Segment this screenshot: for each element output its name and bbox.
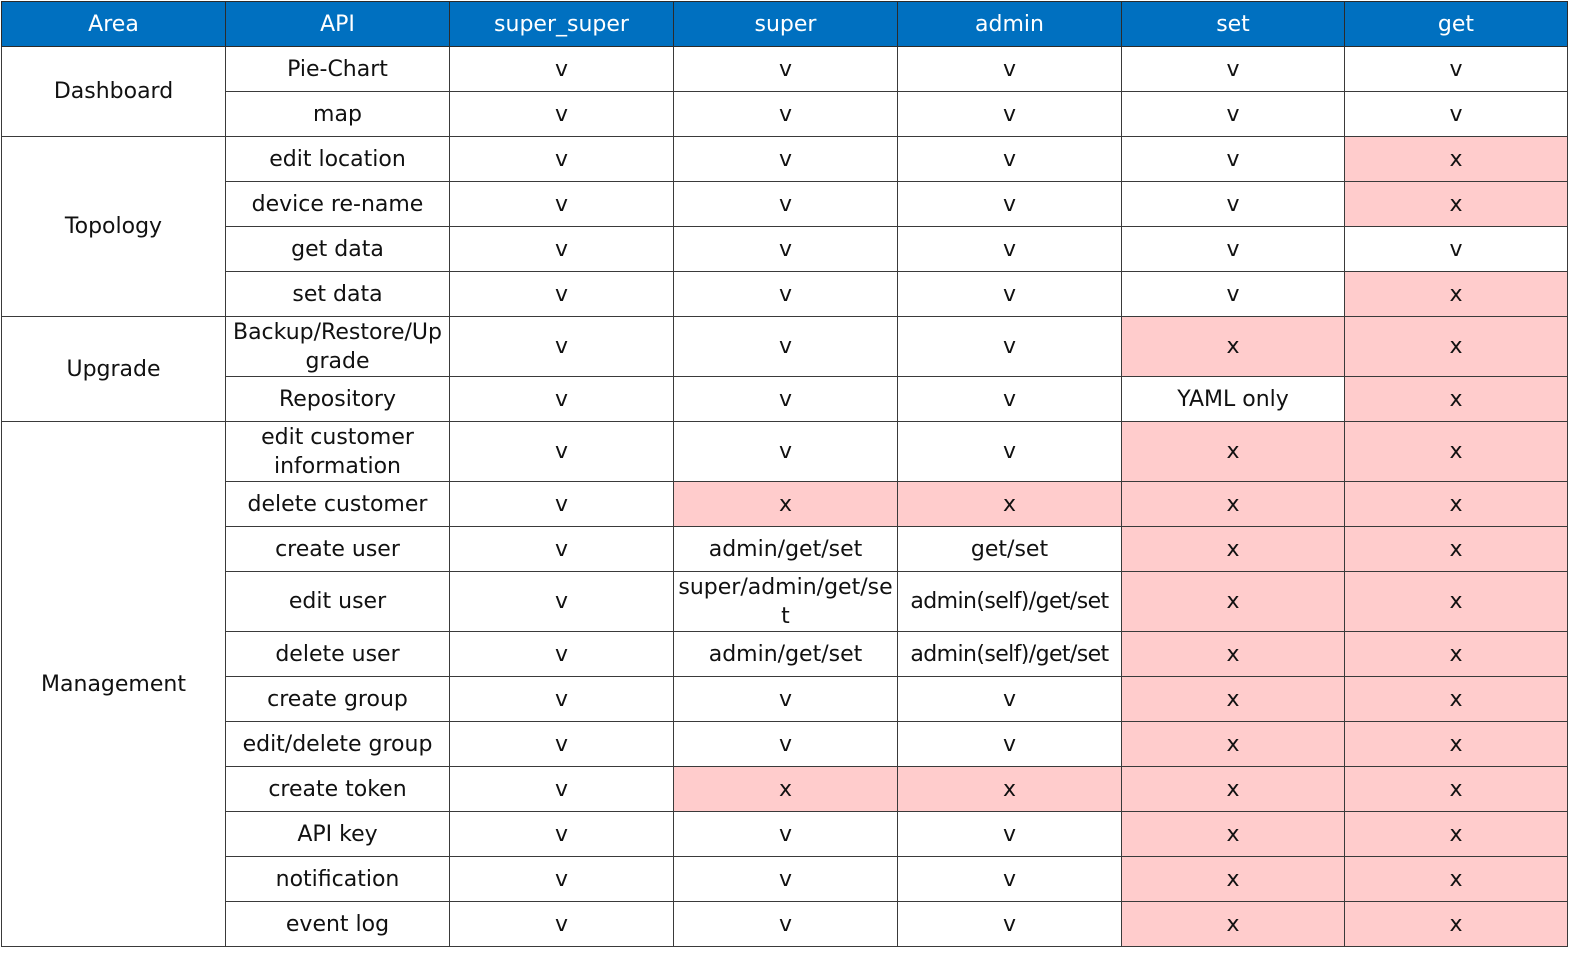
table-row [2,272,1568,317]
perm-cell: x [1122,902,1345,947]
perm-cell: x [1345,857,1568,902]
perm-cell: x [1345,182,1568,227]
api-cell: delete customer [226,482,450,527]
perm-cell: v [674,902,898,947]
perm-cell: v [898,272,1122,317]
perm-cell: admin/get/set [674,527,898,572]
perm-cell: YAML only [1122,377,1345,422]
perm-cell: x [1345,632,1568,677]
table-row [2,527,1568,572]
perm-cell: v [450,47,674,92]
perm-cell: v [898,812,1122,857]
table-row [2,137,1568,182]
perm-cell: v [1345,47,1568,92]
perm-cell: x [1122,857,1345,902]
perm-cell: v [674,272,898,317]
perm-cell: x [1122,812,1345,857]
table-row [2,92,1568,137]
perm-cell: v [450,572,674,632]
perm-cell: v [898,722,1122,767]
perm-cell: v [1122,182,1345,227]
api-cell: delete user [226,632,450,677]
table-row [2,857,1568,902]
perm-cell: v [674,422,898,482]
api-cell: event log [226,902,450,947]
perm-cell: x [1345,722,1568,767]
perm-cell: v [450,227,674,272]
perm-cell: v [450,137,674,182]
perm-cell: v [1122,47,1345,92]
perm-cell: v [674,677,898,722]
header-admin: admin [898,2,1122,47]
perm-cell: v [450,857,674,902]
perm-cell: x [898,482,1122,527]
perm-cell: x [1122,677,1345,722]
table-row [2,572,1568,632]
perm-cell: x [1345,527,1568,572]
perm-cell: x [1345,422,1568,482]
perm-cell: v [450,182,674,227]
perm-cell: v [450,482,674,527]
api-cell: create group [226,677,450,722]
perm-cell: x [1345,677,1568,722]
perm-cell: v [450,317,674,377]
table-row [2,632,1568,677]
permission-table [1,1,1568,947]
api-cell: Backup/Restore/Upgrade [226,317,450,377]
header-super-super: super_super [450,2,674,47]
api-cell: device re-name [226,182,450,227]
header-get: get [1345,2,1568,47]
api-cell: create user [226,527,450,572]
header-api: API [226,2,450,47]
perm-cell: v [898,422,1122,482]
perm-cell: v [674,227,898,272]
perm-cell: v [1122,92,1345,137]
table-row [2,482,1568,527]
perm-cell: x [1345,902,1568,947]
perm-cell: v [898,227,1122,272]
perm-cell: v [1122,227,1345,272]
perm-cell: v [898,677,1122,722]
perm-cell: v [450,92,674,137]
perm-cell: v [450,902,674,947]
perm-cell: v [450,527,674,572]
header-super: super [674,2,898,47]
perm-cell: x [1122,482,1345,527]
perm-cell: v [674,317,898,377]
perm-cell: x [1345,482,1568,527]
header-row [2,2,1568,47]
api-cell: create token [226,767,450,812]
perm-cell: x [1122,632,1345,677]
table-row [2,317,1568,377]
area-dashboard: Dashboard [2,47,226,137]
perm-cell: v [898,377,1122,422]
api-cell: Pie-Chart [226,47,450,92]
perm-cell: admin(self)/get/set [898,572,1122,632]
table-row [2,47,1568,92]
api-cell: edit/delete group [226,722,450,767]
perm-cell: x [1122,527,1345,572]
table-row [2,182,1568,227]
perm-cell: v [898,182,1122,227]
perm-cell: x [898,767,1122,812]
perm-cell: x [1345,767,1568,812]
perm-cell: v [1122,137,1345,182]
api-cell: Repository [226,377,450,422]
perm-cell: v [674,377,898,422]
perm-cell: v [674,812,898,857]
perm-cell: x [1345,377,1568,422]
perm-cell: v [1122,272,1345,317]
header-area: Area [2,2,226,47]
perm-cell: v [674,722,898,767]
perm-cell: v [450,722,674,767]
table-row [2,722,1568,767]
table-row [2,377,1568,422]
api-cell: API key [226,812,450,857]
perm-cell: v [674,47,898,92]
perm-cell: v [450,767,674,812]
perm-cell: v [898,137,1122,182]
area-management: Management [2,422,226,947]
api-cell: edit user [226,572,450,632]
perm-cell: x [1345,812,1568,857]
perm-cell: x [1345,272,1568,317]
perm-cell: v [898,857,1122,902]
perm-cell: v [898,47,1122,92]
table-row [2,902,1568,947]
perm-cell: v [450,632,674,677]
perm-cell: v [674,137,898,182]
perm-cell: v [898,902,1122,947]
perm-cell: v [450,422,674,482]
perm-cell: x [1122,722,1345,767]
api-cell: map [226,92,450,137]
perm-cell: v [450,812,674,857]
header-set: set [1122,2,1345,47]
perm-cell: v [674,857,898,902]
perm-cell: v [450,272,674,317]
api-cell: get data [226,227,450,272]
table-row [2,812,1568,857]
perm-cell: admin(self)/get/set [898,632,1122,677]
perm-cell: x [1345,572,1568,632]
table-row [2,767,1568,812]
perm-cell: admin/get/set [674,632,898,677]
perm-cell: get/set [898,527,1122,572]
perm-cell: v [450,377,674,422]
perm-cell: super/admin/get/set [674,572,898,632]
table-row [2,422,1568,482]
perm-cell: v [1345,92,1568,137]
perm-cell: v [674,182,898,227]
area-topology: Topology [2,137,226,317]
perm-cell: v [674,92,898,137]
table-row [2,227,1568,272]
perm-cell: x [1122,317,1345,377]
perm-cell: v [898,92,1122,137]
perm-cell: x [1345,317,1568,377]
perm-cell: x [1345,137,1568,182]
perm-cell: x [1122,572,1345,632]
api-cell: notification [226,857,450,902]
perm-cell: v [450,677,674,722]
table-row [2,677,1568,722]
perm-cell: x [674,767,898,812]
perm-cell: x [1122,422,1345,482]
api-cell: edit customer information [226,422,450,482]
api-cell: edit location [226,137,450,182]
perm-cell: x [674,482,898,527]
perm-cell: x [1122,767,1345,812]
api-cell: set data [226,272,450,317]
perm-cell: v [898,317,1122,377]
area-upgrade: Upgrade [2,317,226,422]
perm-cell: v [1345,227,1568,272]
